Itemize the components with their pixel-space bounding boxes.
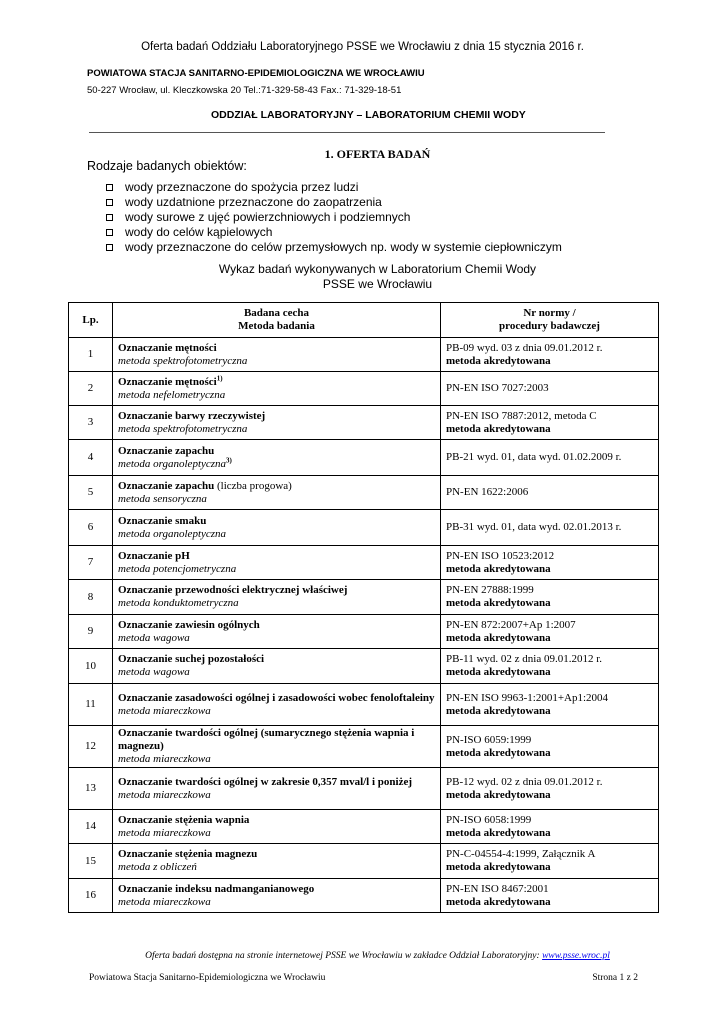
norm-cell	[441, 372, 659, 406]
row-number: 2	[69, 372, 113, 406]
feature-name-text: Oznaczanie pH	[118, 549, 190, 562]
table-row	[69, 879, 659, 913]
object-type-item	[106, 195, 562, 210]
header-norm-line-2: procedury badawczej	[499, 320, 600, 332]
method-name-text: metoda spektrofotometryczna	[118, 354, 248, 367]
footer-note-text: Oferta badań dostępna na stronie internetowej PSSE we Wrocławiu w zakładce Oddział Laboratoryjny:	[145, 951, 543, 961]
feature-name-text: Oznaczanie suchej pozostałości	[118, 653, 265, 665]
method-name	[118, 563, 435, 576]
method-name	[118, 861, 435, 874]
feature-name-text: Oznaczanie smaku	[118, 514, 207, 527]
feature-name	[118, 584, 435, 597]
norm-number: PN-EN ISO 7027:2003	[446, 382, 549, 394]
checkbox-bullet-icon	[106, 214, 113, 221]
norm-number: PB-11 wyd. 02 z dnia 09.01.2012 r.	[446, 653, 603, 665]
norm-number: PN-EN 1622:2006	[446, 486, 529, 498]
feature-name-text: Oznaczanie stężenia wapnia	[118, 813, 250, 826]
method-name-text: metoda miareczkowa	[118, 826, 211, 839]
feature-name-text: Oznaczanie indeksu nadmanganianowego	[118, 882, 315, 895]
table-row	[69, 768, 659, 810]
header-lp: Lp.	[69, 303, 113, 338]
row-number: 10	[69, 649, 113, 684]
feature-name	[118, 342, 435, 355]
norm-cell	[441, 879, 659, 913]
feature-name-text: Oznaczanie przewodności elektrycznej właściwej	[118, 584, 348, 596]
norm-cell	[441, 726, 659, 768]
accredited-label: metoda akredytowana	[446, 895, 551, 908]
feature-cell	[113, 338, 441, 372]
row-number: 7	[69, 546, 113, 580]
header-norm-line-1: Nr normy /	[523, 307, 576, 319]
feature-name	[118, 814, 435, 827]
norm-number: PN-EN ISO 8467:2001	[446, 882, 549, 895]
object-type-label: wody surowe z ujęć powierzchniowych i podziemnych	[125, 210, 411, 224]
method-name-text: metoda miareczkowa	[118, 753, 211, 765]
feature-cell	[113, 879, 441, 913]
norm-number: PN-EN 872:2007+Ap 1:2007	[446, 618, 576, 631]
method-name	[118, 455, 435, 471]
row-number: 15	[69, 844, 113, 879]
feature-name-text: Oznaczanie barwy rzeczywistej	[118, 409, 266, 422]
feature-name	[118, 619, 435, 632]
feature-name	[118, 727, 435, 753]
table-row	[69, 510, 659, 546]
feature-name-text: Oznaczanie zapachu	[118, 479, 215, 492]
feature-cell	[113, 649, 441, 684]
accredited-label: metoda akredytowana	[446, 422, 551, 435]
footnote-marker: 1)	[216, 373, 223, 382]
feature-name-text: Oznaczanie twardości ogólnej w zakresie 0,357 mval/l i poniżej	[118, 775, 413, 788]
feature-cell	[113, 615, 441, 649]
norm-cell	[441, 844, 659, 879]
norm-cell	[441, 684, 659, 726]
list-title-line-2: PSSE we Wrocławiu	[322, 277, 433, 291]
feature-cell	[113, 476, 441, 510]
method-name-text: metoda z obliczeń	[118, 861, 197, 873]
list-title-line-1: Wykaz badań wykonywanych w Laboratorium Chemii Wody	[218, 262, 537, 276]
table-row	[69, 476, 659, 510]
method-name-text: metoda miareczkowa	[118, 895, 211, 908]
accredited-label: metoda akredytowana	[446, 704, 551, 717]
norm-cell	[441, 510, 659, 546]
checkbox-bullet-icon	[106, 229, 113, 236]
feature-name	[118, 776, 435, 789]
object-type-label: wody do celów kąpielowych	[125, 225, 273, 239]
object-type-item	[106, 180, 562, 195]
method-name	[118, 753, 435, 766]
feature-cell	[113, 372, 441, 406]
feature-cell	[113, 546, 441, 580]
norm-number: PB-12 wyd. 02 z dnia 09.01.2012 r.	[446, 775, 603, 788]
row-number: 5	[69, 476, 113, 510]
feature-name	[118, 480, 435, 493]
row-number: 3	[69, 406, 113, 440]
feature-name	[118, 883, 435, 896]
accredited-label: metoda akredytowana	[446, 861, 551, 873]
row-number: 12	[69, 726, 113, 768]
norm-cell	[441, 476, 659, 510]
method-name	[118, 896, 435, 909]
department-title: ODDZIAŁ LABORATORYJNY – LABORATORIUM CHEMII WODY	[211, 109, 526, 121]
object-type-label: wody uzdatnione przeznaczone do zaopatrzenia	[125, 195, 382, 209]
method-name-text: metoda organoleptyczna	[118, 457, 227, 470]
feature-name	[118, 373, 435, 389]
list-title	[0, 262, 725, 292]
header-feature	[113, 303, 441, 338]
table-row	[69, 615, 659, 649]
norm-number: PN-EN ISO 7887:2012, metoda C	[446, 409, 597, 422]
method-name	[118, 423, 435, 436]
method-name	[118, 705, 435, 718]
method-name-text: metoda spektrofotometryczna	[118, 422, 248, 435]
norm-number: PN-EN ISO 10523:2012	[446, 549, 555, 562]
method-name	[118, 632, 435, 645]
row-number: 14	[69, 810, 113, 844]
organization-address: 50-227 Wrocław, ul. Kleczkowska 20 Tel.:71-329-58-43 Fax.: 71-329-18-51	[87, 85, 402, 96]
norm-number: PB-31 wyd. 01, data wyd. 02.01.2013 r.	[446, 521, 622, 533]
norm-cell	[441, 810, 659, 844]
feature-name-text: Oznaczanie zapachu	[118, 444, 215, 457]
feature-name-extra: (liczba progowa)	[214, 479, 292, 492]
norm-number: PB-21 wyd. 01, data wyd. 01.02.2009 r.	[446, 451, 622, 463]
method-name-text: metoda wagowa	[118, 666, 190, 678]
norm-number: PN-ISO 6059:1999	[446, 733, 532, 746]
table-row	[69, 406, 659, 440]
document-header-line: Oferta badań Oddziału Laboratoryjnego PSSE we Wrocławiu z dnia 15 stycznia 2016 r.	[141, 41, 584, 53]
norm-cell	[441, 615, 659, 649]
object-type-item	[106, 210, 562, 225]
feature-cell	[113, 440, 441, 476]
feature-cell	[113, 684, 441, 726]
object-types-heading: Rodzaje badanych obiektów:	[87, 159, 247, 173]
norm-cell	[441, 580, 659, 615]
method-name-text: metoda sensoryczna	[118, 492, 207, 505]
footnote-marker: 3)	[226, 455, 232, 464]
tests-table	[68, 302, 659, 913]
method-name	[118, 666, 435, 679]
method-name-text: metoda konduktometryczna	[118, 597, 239, 609]
method-name	[118, 827, 435, 840]
feature-name-text: Oznaczanie zasadowości ogólnej i zasadowości wobec fenoloftaleiny	[118, 691, 435, 704]
table-header-row	[69, 303, 659, 338]
footer-note	[0, 951, 725, 961]
feature-cell	[113, 510, 441, 546]
norm-number: PN-ISO 6058:1999	[446, 813, 532, 826]
feature-name-text: Oznaczanie twardości ogólnej (sumarycznego stężenia wapnia i magnezu)	[118, 727, 415, 752]
feature-name-text: Oznaczanie zawiesin ogólnych	[118, 618, 260, 631]
norm-number: PN-EN ISO 9963-1:2001+Ap1:2004	[446, 691, 609, 704]
section-title: 1. OFERTA BADAŃ	[324, 147, 431, 161]
feature-name	[118, 550, 435, 563]
norm-number: PN-EN 27888:1999	[446, 584, 534, 596]
header-norm	[441, 303, 659, 338]
norm-cell	[441, 649, 659, 684]
table-row	[69, 726, 659, 768]
feature-cell	[113, 580, 441, 615]
method-name-text: metoda organoleptyczna	[118, 527, 227, 540]
method-name	[118, 528, 435, 541]
method-name-text: metoda miareczkowa	[118, 788, 211, 801]
row-number: 16	[69, 879, 113, 913]
feature-cell	[113, 406, 441, 440]
feature-name	[118, 515, 435, 528]
object-types-list	[106, 180, 562, 255]
feature-cell	[113, 726, 441, 768]
row-number: 11	[69, 684, 113, 726]
table-row	[69, 810, 659, 844]
norm-cell	[441, 440, 659, 476]
header-feature-line-1: Badana cecha	[243, 307, 310, 319]
table-row	[69, 580, 659, 615]
table-row	[69, 684, 659, 726]
checkbox-bullet-icon	[106, 184, 113, 191]
method-name-text: metoda nefelometryczna	[118, 388, 226, 401]
checkbox-bullet-icon	[106, 199, 113, 206]
accredited-label: metoda akredytowana	[446, 826, 551, 839]
accredited-label: metoda akredytowana	[446, 597, 551, 609]
method-name	[118, 493, 435, 506]
accredited-label: metoda akredytowana	[446, 746, 551, 759]
feature-cell	[113, 844, 441, 879]
accredited-label: metoda akredytowana	[446, 562, 551, 575]
object-type-item	[106, 240, 562, 255]
object-type-label: wody przeznaczone do spożycia przez ludzi	[125, 180, 359, 194]
method-name-text: metoda miareczkowa	[118, 704, 211, 717]
checkbox-bullet-icon	[106, 244, 113, 251]
norm-cell	[441, 546, 659, 580]
row-number: 9	[69, 615, 113, 649]
row-number: 8	[69, 580, 113, 615]
accredited-label: metoda akredytowana	[446, 631, 551, 644]
footer-organization: Powiatowa Stacja Sanitarno-Epidemiologiczna we Wrocławiu	[89, 973, 326, 983]
norm-cell	[441, 768, 659, 810]
feature-name	[118, 653, 435, 666]
table-row	[69, 649, 659, 684]
norm-cell	[441, 338, 659, 372]
table-row	[69, 546, 659, 580]
website-link[interactable]: www.psse.wroc.pl	[542, 951, 610, 961]
feature-name-text: Oznaczanie stężenia magnezu	[118, 848, 258, 860]
row-number: 4	[69, 440, 113, 476]
feature-name	[118, 410, 435, 423]
page-number: Strona 1 z 2	[592, 973, 638, 983]
header-divider	[89, 132, 605, 133]
method-name-text: metoda wagowa	[118, 631, 190, 644]
table-row	[69, 440, 659, 476]
feature-name	[118, 445, 435, 458]
feature-name	[118, 692, 435, 705]
norm-number: PN-C-04554-4:1999, Załącznik A	[446, 848, 596, 860]
method-name	[118, 789, 435, 802]
table-row	[69, 372, 659, 406]
organization-name: POWIATOWA STACJA SANITARNO-EPIDEMIOLOGICZNA WE WROCŁAWIU	[87, 68, 425, 79]
method-name	[118, 355, 435, 368]
accredited-label: metoda akredytowana	[446, 666, 551, 678]
feature-cell	[113, 768, 441, 810]
feature-cell	[113, 810, 441, 844]
row-number: 13	[69, 768, 113, 810]
feature-name-text: Oznaczanie mętności	[118, 375, 217, 388]
method-name-text: metoda potencjometryczna	[118, 562, 237, 575]
accredited-label: metoda akredytowana	[446, 788, 551, 801]
method-name	[118, 389, 435, 402]
object-type-item	[106, 225, 562, 240]
feature-name	[118, 848, 435, 861]
norm-number: PB-09 wyd. 03 z dnia 09.01.2012 r.	[446, 341, 603, 354]
row-number: 1	[69, 338, 113, 372]
row-number: 6	[69, 510, 113, 546]
table-row	[69, 844, 659, 879]
object-type-label: wody przeznaczone do celów przemysłowych np. wody w systemie ciepłowniczym	[125, 240, 562, 254]
header-feature-line-2: Metoda badania	[238, 320, 315, 332]
feature-name-text: Oznaczanie mętności	[118, 341, 217, 354]
method-name	[118, 597, 435, 610]
accredited-label: metoda akredytowana	[446, 354, 551, 367]
norm-cell	[441, 406, 659, 440]
table-row	[69, 338, 659, 372]
